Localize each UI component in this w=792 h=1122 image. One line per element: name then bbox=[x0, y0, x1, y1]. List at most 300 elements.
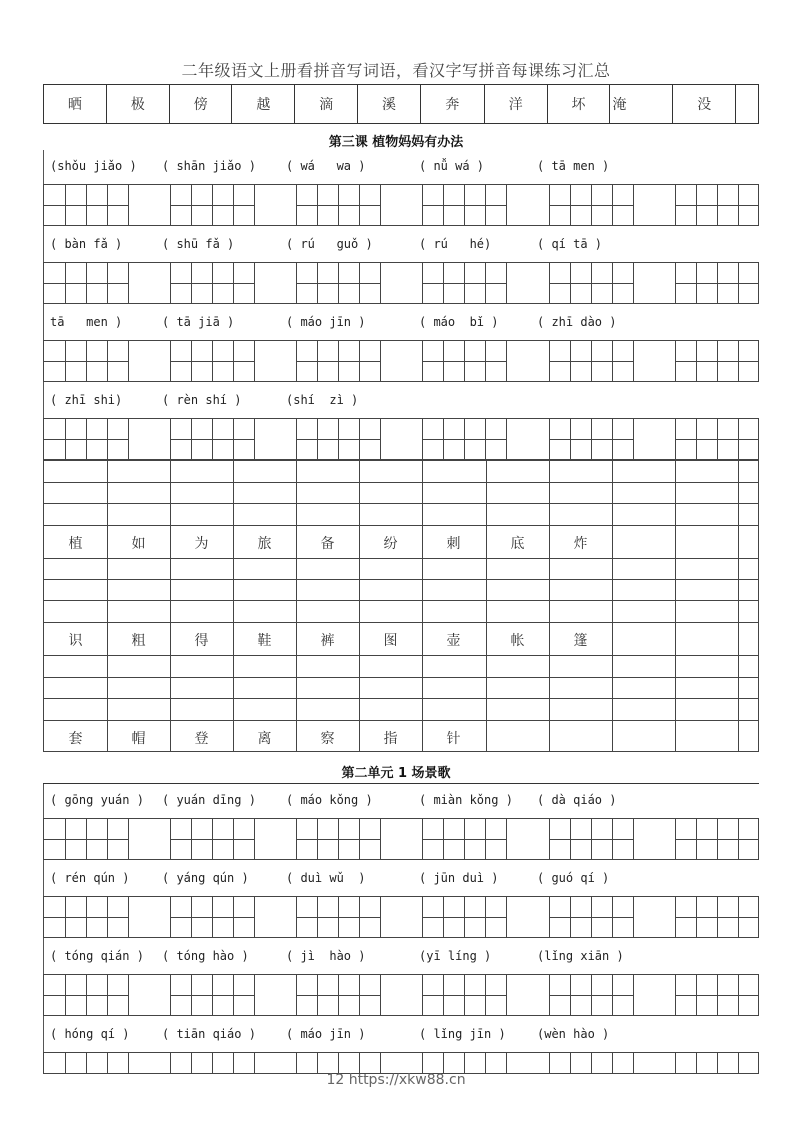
grid-vline bbox=[128, 1053, 129, 1073]
grid-vline bbox=[65, 341, 66, 381]
writing-grid-row[interactable] bbox=[43, 184, 759, 226]
grid-vline bbox=[86, 341, 87, 381]
grid-vline bbox=[549, 897, 550, 937]
pinyin-prompt: ( máo kǒng ) bbox=[286, 793, 373, 807]
grid-vline bbox=[86, 975, 87, 1015]
pinyin-prompt: ( máo jīn ) bbox=[286, 1027, 366, 1041]
grid-vline bbox=[633, 341, 634, 381]
grid-vline bbox=[338, 1053, 339, 1073]
grid-vline bbox=[717, 341, 718, 381]
grid-vline bbox=[380, 263, 381, 303]
grid-vline bbox=[212, 341, 213, 381]
table-col-line bbox=[170, 460, 171, 751]
grid-vline bbox=[549, 819, 550, 859]
writing-grid-row[interactable] bbox=[43, 818, 759, 860]
table-row[interactable] bbox=[44, 720, 758, 721]
grid-vline bbox=[380, 185, 381, 225]
grid-vline bbox=[191, 263, 192, 303]
grid-vline bbox=[296, 975, 297, 1015]
grid-vline bbox=[422, 419, 423, 459]
grid-vline bbox=[296, 263, 297, 303]
grid-vline bbox=[107, 419, 108, 459]
grid-vline bbox=[359, 263, 360, 303]
table-col-line bbox=[675, 460, 676, 751]
grid-vline bbox=[570, 975, 571, 1015]
grid-vline bbox=[612, 185, 613, 225]
grid-vline bbox=[86, 263, 87, 303]
grid-vline bbox=[191, 1053, 192, 1073]
grid-vline bbox=[233, 1053, 234, 1073]
grid-vline bbox=[633, 419, 634, 459]
grid-vline bbox=[254, 819, 255, 859]
table-col-line bbox=[296, 460, 297, 751]
grid-vline bbox=[591, 341, 592, 381]
grid-vline bbox=[128, 341, 129, 381]
character-cell: 坏 bbox=[548, 85, 611, 123]
grid-vline bbox=[633, 263, 634, 303]
grid-vline bbox=[296, 819, 297, 859]
grid-vline bbox=[738, 975, 739, 1015]
grid-vline bbox=[107, 185, 108, 225]
grid-vline bbox=[696, 897, 697, 937]
grid-vline bbox=[233, 185, 234, 225]
grid-vline bbox=[612, 341, 613, 381]
grid-vline bbox=[296, 1053, 297, 1073]
writing-grid-row[interactable] bbox=[43, 418, 759, 460]
pinyin-prompt: ( gōng yuán ) bbox=[50, 793, 144, 807]
grid-vline bbox=[633, 975, 634, 1015]
grid-vline bbox=[443, 897, 444, 937]
table-col-line bbox=[549, 460, 550, 751]
pinyin-prompt: ( guó qí ) bbox=[537, 871, 610, 885]
grid-vline bbox=[485, 419, 486, 459]
grid-vline bbox=[717, 975, 718, 1015]
grid-vline bbox=[65, 975, 66, 1015]
grid-vline bbox=[570, 897, 571, 937]
grid-vline bbox=[233, 975, 234, 1015]
pinyin-prompt: ( miàn kǒng ) bbox=[419, 793, 513, 807]
grid-vline bbox=[738, 419, 739, 459]
grid-vline bbox=[212, 419, 213, 459]
table-row[interactable] bbox=[44, 677, 758, 678]
grid-vline bbox=[380, 897, 381, 937]
table-col-line bbox=[107, 460, 108, 751]
pinyin-prompt: ( duì wǔ ) bbox=[286, 871, 366, 885]
grid-vline bbox=[549, 185, 550, 225]
pinyin-prompt: (shí zì ) bbox=[286, 393, 359, 407]
grid-vline bbox=[738, 1053, 739, 1073]
grid-vline bbox=[296, 341, 297, 381]
grid-vline bbox=[422, 819, 423, 859]
grid-vline bbox=[612, 419, 613, 459]
table-row[interactable] bbox=[44, 622, 758, 623]
pinyin-prompt: ( zhī shi) bbox=[50, 393, 123, 407]
grid-vline bbox=[443, 185, 444, 225]
grid-vline bbox=[212, 819, 213, 859]
grid-vline bbox=[485, 263, 486, 303]
grid-vline bbox=[717, 185, 718, 225]
character-cell: 粗 bbox=[131, 633, 146, 649]
table-row[interactable] bbox=[44, 503, 758, 504]
grid-vline bbox=[254, 975, 255, 1015]
character-cell: 针 bbox=[446, 731, 461, 747]
table-col-line bbox=[422, 460, 423, 751]
character-cell: 识 bbox=[68, 633, 83, 649]
grid-vline bbox=[359, 185, 360, 225]
grid-vline bbox=[696, 263, 697, 303]
grid-vline bbox=[485, 897, 486, 937]
pinyin-prompt: ( tiān qiáo ) bbox=[162, 1027, 256, 1041]
grid-vline bbox=[380, 819, 381, 859]
grid-vline bbox=[65, 897, 66, 937]
character-cell: 炸 bbox=[573, 536, 588, 552]
grid-vline bbox=[107, 263, 108, 303]
grid-vline bbox=[506, 419, 507, 459]
writing-grid-row[interactable] bbox=[43, 974, 759, 1016]
grid-vline bbox=[359, 341, 360, 381]
grid-vline bbox=[717, 819, 718, 859]
pinyin-prompt: ( jūn duì ) bbox=[419, 871, 499, 885]
grid-vline bbox=[464, 975, 465, 1015]
grid-vline bbox=[380, 975, 381, 1015]
grid-vline bbox=[570, 185, 571, 225]
grid-vline bbox=[296, 185, 297, 225]
grid-vline bbox=[485, 185, 486, 225]
grid-vline bbox=[591, 1053, 592, 1073]
grid-vline bbox=[549, 1053, 550, 1073]
pinyin-prompt: ( hóng qí ) bbox=[50, 1027, 130, 1041]
grid-vline bbox=[191, 975, 192, 1015]
pinyin-row bbox=[43, 784, 759, 818]
pinyin-prompt: ( shū fǎ ) bbox=[162, 237, 235, 251]
writing-grid-row[interactable] bbox=[43, 1052, 759, 1074]
grid-vline bbox=[170, 263, 171, 303]
character-cell: 溪 bbox=[358, 85, 421, 123]
grid-vline bbox=[443, 263, 444, 303]
character-cell: 帐 bbox=[510, 633, 525, 649]
character-cell: 纷 bbox=[383, 536, 398, 552]
table-row[interactable] bbox=[44, 558, 758, 559]
grid-vline bbox=[485, 975, 486, 1015]
pinyin-row bbox=[43, 940, 759, 974]
character-cell: 篷 bbox=[573, 633, 588, 649]
character-cell: 备 bbox=[320, 536, 335, 552]
grid-vline bbox=[591, 819, 592, 859]
grid-vline bbox=[506, 897, 507, 937]
pinyin-prompt: ( wá wa ) bbox=[286, 159, 366, 173]
grid-vline bbox=[86, 185, 87, 225]
grid-vline bbox=[170, 419, 171, 459]
character-cell: 刺 bbox=[446, 536, 461, 552]
grid-vline bbox=[696, 185, 697, 225]
grid-vline bbox=[422, 263, 423, 303]
grid-vline bbox=[191, 419, 192, 459]
writing-grid-row[interactable] bbox=[43, 896, 759, 938]
grid-vline bbox=[738, 897, 739, 937]
pinyin-prompt: ( lǐng jīn ) bbox=[419, 1027, 506, 1041]
page-title: 二年级语文上册看拼音写词语，看汉字写拼音每课练习汇总 bbox=[181, 61, 611, 80]
character-cell: 帽 bbox=[131, 731, 146, 747]
grid-vline bbox=[380, 419, 381, 459]
pinyin-prompt: ( nǚ wá ) bbox=[419, 159, 485, 173]
page-footer: 12 https://xkw88.cn bbox=[326, 1072, 466, 1088]
grid-vline bbox=[696, 1053, 697, 1073]
grid-vline bbox=[633, 819, 634, 859]
character-cell: 壶 bbox=[446, 633, 461, 649]
pinyin-prompt: ( shān jiǎo ) bbox=[162, 159, 256, 173]
grid-vline bbox=[338, 185, 339, 225]
grid-vline bbox=[359, 975, 360, 1015]
grid-vline bbox=[485, 819, 486, 859]
grid-vline bbox=[338, 897, 339, 937]
character-cell: 如 bbox=[131, 536, 146, 552]
character-cell: 晒 bbox=[44, 85, 107, 123]
grid-vline bbox=[675, 1053, 676, 1073]
grid-vline bbox=[443, 975, 444, 1015]
grid-vline bbox=[422, 1053, 423, 1073]
grid-vline bbox=[86, 897, 87, 937]
character-cell: 极 bbox=[107, 85, 170, 123]
grid-vline bbox=[128, 897, 129, 937]
grid-vline bbox=[549, 975, 550, 1015]
grid-vline bbox=[696, 975, 697, 1015]
grid-vline bbox=[338, 263, 339, 303]
writing-grid-row[interactable] bbox=[43, 262, 759, 304]
grid-vline bbox=[317, 975, 318, 1015]
grid-vline bbox=[506, 341, 507, 381]
grid-vline bbox=[170, 1053, 171, 1073]
grid-vline bbox=[86, 819, 87, 859]
grid-vline bbox=[422, 897, 423, 937]
pinyin-row bbox=[43, 862, 759, 896]
grid-vline bbox=[464, 185, 465, 225]
grid-vline bbox=[464, 419, 465, 459]
character-cell: 登 bbox=[194, 731, 209, 747]
grid-vline bbox=[696, 419, 697, 459]
pinyin-prompt: (wèn hào ) bbox=[537, 1027, 610, 1041]
grid-vline bbox=[254, 897, 255, 937]
lesson3-heading: 第三课 植物妈妈有办法 bbox=[328, 135, 464, 150]
grid-vline bbox=[549, 263, 550, 303]
character-cell: 淹 bbox=[610, 85, 673, 123]
grid-vline bbox=[296, 897, 297, 937]
grid-vline bbox=[317, 819, 318, 859]
grid-vline bbox=[254, 185, 255, 225]
grid-vline bbox=[696, 341, 697, 381]
grid-vline bbox=[191, 341, 192, 381]
pinyin-prompt: (shǒu jiǎo ) bbox=[50, 159, 137, 173]
grid-vline bbox=[380, 341, 381, 381]
grid-vline bbox=[675, 897, 676, 937]
grid-vline bbox=[212, 897, 213, 937]
character-cell: 植 bbox=[68, 536, 83, 552]
grid-vline bbox=[107, 819, 108, 859]
grid-vline bbox=[128, 419, 129, 459]
grid-vline bbox=[738, 819, 739, 859]
character-cell: 指 bbox=[383, 731, 398, 747]
pinyin-prompt: tā men ) bbox=[50, 315, 123, 329]
character-cell: 傍 bbox=[170, 85, 233, 123]
character-cell: 奔 bbox=[421, 85, 485, 123]
grid-vline bbox=[359, 1053, 360, 1073]
grid-vline bbox=[254, 263, 255, 303]
grid-vline bbox=[675, 185, 676, 225]
grid-vline bbox=[338, 419, 339, 459]
grid-vline bbox=[170, 819, 171, 859]
grid-vline bbox=[675, 263, 676, 303]
grid-vline bbox=[570, 819, 571, 859]
grid-vline bbox=[464, 1053, 465, 1073]
grid-vline bbox=[570, 1053, 571, 1073]
grid-vline bbox=[254, 419, 255, 459]
character-cell: 图 bbox=[383, 633, 398, 649]
character-cell: 得 bbox=[194, 633, 209, 649]
grid-vline bbox=[738, 341, 739, 381]
character-cell: 鞋 bbox=[257, 633, 272, 649]
grid-vline bbox=[317, 419, 318, 459]
table-col-line bbox=[359, 460, 360, 751]
grid-vline bbox=[549, 341, 550, 381]
grid-vline bbox=[233, 341, 234, 381]
grid-vline bbox=[675, 419, 676, 459]
pinyin-prompt: ( yuán dīng ) bbox=[162, 793, 256, 807]
grid-vline bbox=[380, 1053, 381, 1073]
character-cell: 滴 bbox=[295, 85, 358, 123]
grid-vline bbox=[633, 185, 634, 225]
pinyin-prompt: ( máo bǐ ) bbox=[419, 315, 499, 329]
table-row[interactable] bbox=[44, 655, 758, 656]
grid-vline bbox=[570, 341, 571, 381]
grid-vline bbox=[65, 1053, 66, 1073]
table-col-line bbox=[486, 460, 487, 751]
pinyin-prompt: ( tóng qián ) bbox=[50, 949, 144, 963]
grid-vline bbox=[675, 819, 676, 859]
character-cell: 裤 bbox=[320, 633, 335, 649]
pinyin-prompt: ( rú guǒ ) bbox=[286, 237, 373, 251]
grid-vline bbox=[717, 897, 718, 937]
grid-vline bbox=[170, 897, 171, 937]
pinyin-row bbox=[43, 384, 759, 418]
pinyin-prompt: (lǐng xiān ) bbox=[537, 949, 624, 963]
pinyin-row bbox=[43, 228, 759, 262]
table-row[interactable] bbox=[44, 579, 758, 580]
grid-vline bbox=[359, 419, 360, 459]
grid-vline bbox=[107, 975, 108, 1015]
grid-vline bbox=[464, 819, 465, 859]
grid-vline bbox=[317, 1053, 318, 1073]
grid-vline bbox=[506, 185, 507, 225]
pinyin-prompt: ( tā men ) bbox=[537, 159, 610, 173]
grid-vline bbox=[591, 419, 592, 459]
pinyin-row bbox=[43, 150, 759, 184]
character-cell bbox=[736, 85, 758, 123]
grid-vline bbox=[338, 819, 339, 859]
grid-vline bbox=[107, 897, 108, 937]
grid-vline bbox=[633, 1053, 634, 1073]
grid-vline bbox=[359, 897, 360, 937]
grid-vline bbox=[254, 1053, 255, 1073]
grid-vline bbox=[422, 975, 423, 1015]
grid-vline bbox=[549, 419, 550, 459]
character-cell: 离 bbox=[257, 731, 272, 747]
grid-vline bbox=[570, 419, 571, 459]
grid-vline bbox=[506, 819, 507, 859]
grid-vline bbox=[612, 975, 613, 1015]
grid-vline bbox=[422, 185, 423, 225]
grid-vline bbox=[612, 263, 613, 303]
pinyin-prompt: ( qí tā ) bbox=[537, 237, 603, 251]
table-row[interactable] bbox=[44, 482, 758, 483]
grid-vline bbox=[191, 185, 192, 225]
grid-vline bbox=[128, 263, 129, 303]
character-cell: 洋 bbox=[485, 85, 548, 123]
grid-vline bbox=[191, 897, 192, 937]
pinyin-prompt: ( jì hào ) bbox=[286, 949, 366, 963]
pinyin-prompt: ( rén qún ) bbox=[50, 871, 130, 885]
grid-vline bbox=[506, 1053, 507, 1073]
table-col-line bbox=[738, 460, 739, 751]
pinyin-prompt: ( yáng qún ) bbox=[162, 871, 249, 885]
grid-vline bbox=[254, 341, 255, 381]
grid-vline bbox=[570, 263, 571, 303]
table-col-line bbox=[233, 460, 234, 751]
top-character-table bbox=[43, 84, 759, 124]
grid-vline bbox=[170, 975, 171, 1015]
grid-vline bbox=[443, 419, 444, 459]
character-cell: 察 bbox=[320, 731, 335, 747]
grid-vline bbox=[317, 263, 318, 303]
grid-vline bbox=[591, 185, 592, 225]
pinyin-row bbox=[43, 1018, 759, 1052]
grid-vline bbox=[128, 975, 129, 1015]
grid-vline bbox=[485, 1053, 486, 1073]
grid-vline bbox=[128, 185, 129, 225]
table-row[interactable] bbox=[44, 600, 758, 601]
character-cell: 没 bbox=[673, 85, 736, 123]
grid-vline bbox=[317, 185, 318, 225]
grid-vline bbox=[233, 263, 234, 303]
grid-vline bbox=[717, 263, 718, 303]
grid-vline bbox=[485, 341, 486, 381]
grid-vline bbox=[212, 1053, 213, 1073]
unit2-heading: 第二单元 1 场景歌 bbox=[341, 766, 451, 781]
grid-vline bbox=[233, 897, 234, 937]
grid-vline bbox=[212, 263, 213, 303]
table-row[interactable] bbox=[44, 460, 758, 461]
grid-vline bbox=[107, 341, 108, 381]
grid-vline bbox=[170, 185, 171, 225]
grid-vline bbox=[443, 341, 444, 381]
grid-vline bbox=[591, 975, 592, 1015]
grid-vline bbox=[233, 419, 234, 459]
pinyin-prompt: ( bàn fǎ ) bbox=[50, 237, 123, 251]
grid-vline bbox=[65, 263, 66, 303]
table-row[interactable] bbox=[44, 525, 758, 526]
grid-vline bbox=[65, 185, 66, 225]
grid-vline bbox=[233, 819, 234, 859]
grid-vline bbox=[422, 341, 423, 381]
writing-grid-row[interactable] bbox=[43, 340, 759, 382]
pinyin-row bbox=[43, 306, 759, 340]
grid-vline bbox=[338, 341, 339, 381]
character-cell: 为 bbox=[194, 536, 209, 552]
pinyin-prompt: ( rú hé) bbox=[419, 237, 492, 251]
pinyin-prompt: ( zhī dào ) bbox=[537, 315, 617, 329]
table-row[interactable] bbox=[44, 698, 758, 699]
grid-vline bbox=[591, 897, 592, 937]
grid-vline bbox=[506, 975, 507, 1015]
grid-vline bbox=[128, 819, 129, 859]
